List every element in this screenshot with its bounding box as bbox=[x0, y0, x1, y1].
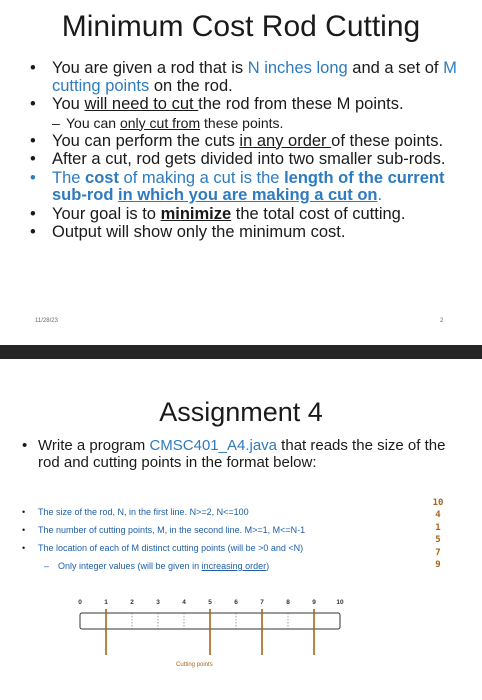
format-cut-locations: • The location of each of M distinct cutting points (will be >0 and <N) bbox=[22, 543, 304, 553]
rod-tick-label: 6 bbox=[234, 599, 238, 606]
bullet-cost-definition: • The cost of making a cut is the length of the current sub-rod in which you are making a cut on. bbox=[30, 168, 445, 204]
bullet-need-to-cut: • You will need to cut the rod from these M points. bbox=[30, 95, 404, 113]
sample-line: 1 bbox=[435, 522, 441, 533]
rod-tick-label: 10 bbox=[336, 599, 344, 606]
rod-tick-label: 5 bbox=[208, 599, 212, 606]
assignment-intro: • Write a program CMSC401_A4.java that reads the size of the rod and cutting points in the format below: bbox=[22, 437, 446, 471]
format-rod-size: • The size of the rod, N, in the first line. N>=2, N<=100 bbox=[22, 507, 249, 517]
bullet-goal: • Your goal is to minimize the total cost of cutting. bbox=[30, 204, 406, 223]
rod-tick-label: 9 bbox=[312, 599, 316, 606]
sample-line: 7 bbox=[435, 547, 441, 558]
bullet-any-order: • You can perform the cuts in any order of these points. bbox=[30, 131, 444, 150]
bullet-rod-description: • You are given a rod that is N inches long and a set of M cutting points on the rod. bbox=[30, 59, 457, 95]
bullet-after-cut: • After a cut, rod gets divided into two smaller sub-rods. bbox=[30, 150, 446, 168]
sample-input bbox=[428, 497, 448, 571]
slide-footer-date: 11/28/23 bbox=[35, 318, 58, 324]
slide-1-bullet-list bbox=[30, 60, 464, 243]
rod-tick-label: 4 bbox=[182, 599, 186, 606]
sample-line: 5 bbox=[435, 535, 441, 546]
slide-page-number: 2 bbox=[440, 318, 444, 324]
slide-2-title: Assignment 4 bbox=[159, 397, 323, 427]
bullet-output: • Output will show only the minimum cost. bbox=[30, 223, 346, 241]
sample-line: 10 bbox=[432, 498, 444, 508]
slide-1-title: Minimum Cost Rod Cutting bbox=[61, 10, 421, 43]
slide-2 bbox=[0, 359, 482, 700]
rod-diagram bbox=[70, 593, 360, 663]
rod-tick-label: 0 bbox=[78, 599, 82, 606]
rod-tick-label: 8 bbox=[286, 599, 290, 606]
rod-tick-label: 7 bbox=[260, 599, 264, 606]
cutting-points-label: Cutting points bbox=[176, 662, 213, 668]
sample-line: 4 bbox=[435, 510, 441, 521]
format-num-cuts: • The number of cutting points, M, in the second line. M>=1, M<=N-1 bbox=[22, 525, 306, 535]
slide-1 bbox=[0, 0, 482, 345]
rod-tick-label: 3 bbox=[156, 599, 160, 606]
format-integer-note: – Only integer values (will be given in increasing order) bbox=[44, 561, 270, 571]
slide-divider bbox=[0, 345, 482, 359]
rod-tick-label: 2 bbox=[130, 599, 134, 606]
subbullet-only-cut-from: – You can only cut from these points. bbox=[52, 114, 284, 131]
rod-tick-label: 1 bbox=[104, 599, 108, 606]
input-format-list bbox=[22, 503, 422, 575]
sample-line: 9 bbox=[435, 560, 441, 571]
